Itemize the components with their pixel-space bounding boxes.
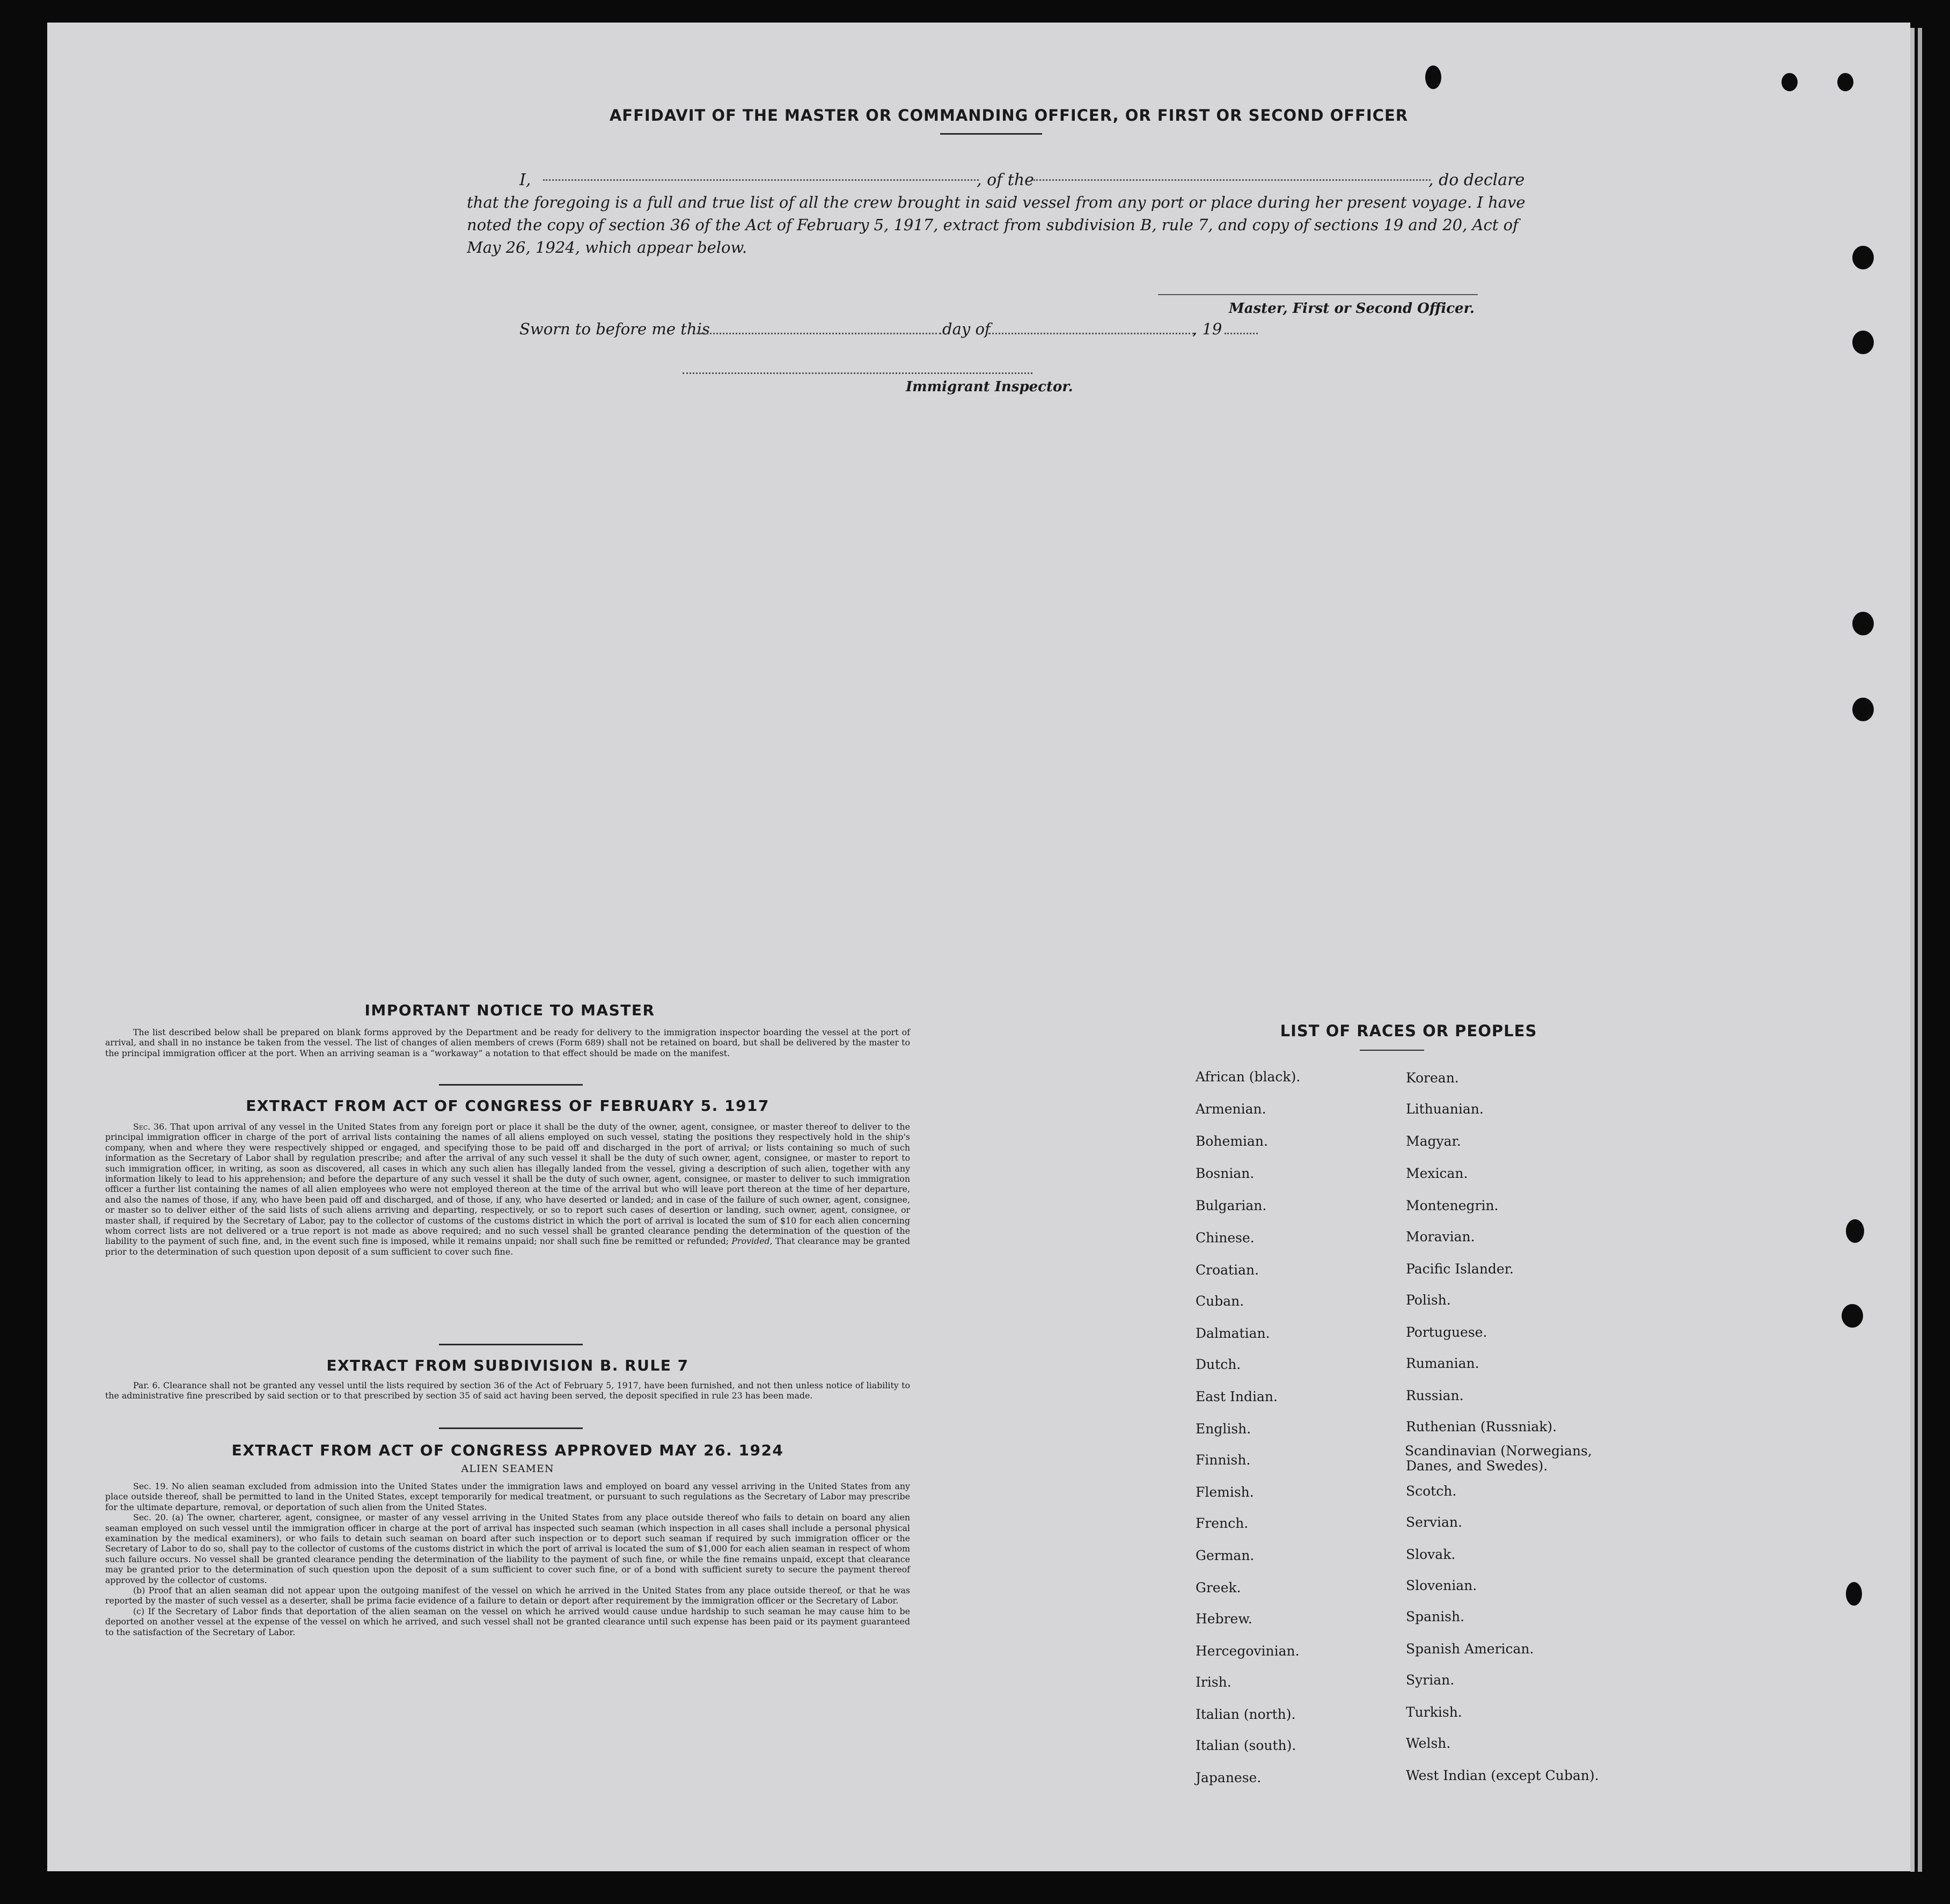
race-item: Korean. [1406,1070,1459,1086]
divider [439,1427,583,1429]
sec19-text: Sec. 19. No alien seaman excluded from admission into the United States under the immigration laws and employed on board any vessel arriving in the United States from any place outside thereof, shall be permitted to land in the United States, except temporarily for medical treatment, or pursuant to such regulations as the Secretary of Labor may prescribe for the ultimate departure, removal, or deportation of such alien from the United States. [105,1481,910,1512]
extract-1917-title: EXTRACT FROM ACT OF CONGRESS OF FEBRUARY 5. 1917 [246,1097,769,1115]
race-item: Montenegrin. [1406,1198,1499,1213]
race-item: Dalmatian. [1196,1326,1270,1341]
race-item: Italian (north). [1196,1707,1296,1722]
sec36-text: That upon arrival of any vessel in the United States from any foreign port or place it shall be the duty of the owner, agent, consignee, or master thereof to deliver to the principal immigration officer in charge of the port of arrival lists containing the names of all aliens employed on such vessel, stating the positions they respectively hold in the ship's company, when and where they were respectively shipped or engaged, and specifying those to be paid off and discharged in the port of arrival; or lists containing so much of such information as the Secretary of Labor shall by regulation prescribe; and after the arrival of any such vessel it shall be the duty of such owner, agent, consignee, or master to report to such immigration officer, in writing, as soon as discovered, all cases in which any such alien has illegally landed from the vessel, giving a description of such alien, together with any information likely to lead to his apprehension; and before the departure of any such vessel it shall be the duty of such owner, agent, consignee, or master to deliver to such immigration officer a further list containing the names of all alien employees who were not employed thereon at the time of the arrival but who will leave port thereon at the time of her departure, and also the names of those, if any, who have been paid off and discharged, and of those, if any, who have deserted or landed; and in case of the failure of such owner, agent, consignee, or master so to deliver either of the said lists of such aliens arriving and departing, respectively, or so to report such cases of desertion or landing, such owner, agent, consignee, or master shall, if required by the Secretary of Labor, pay to the collector of customs of the customs district in which the port of arrival is located the sum of $10 for each alien concerning whom correct lists are not delivered or a true report is not made as above required; and no such vessel shall be granted clearance pending the determination of the question of the liability to the payment of such fine, and, in the event such fine is imposed, while it remains unpaid; nor shall such fine be remitted or refunded; [105,1122,910,1247]
sworn-day-line[interactable] [697,333,941,334]
notice-body [105,1027,910,1058]
punch-hole [1852,331,1874,354]
race-item: West Indian (except Cuban). [1406,1768,1599,1783]
affidavit-i: I, [519,171,531,189]
race-item: Moravian. [1406,1229,1475,1244]
punch-hole [1837,73,1853,91]
extract-1924-body [105,1481,910,1637]
race-item: French. [1196,1515,1249,1531]
race-item: Spanish American. [1406,1641,1534,1657]
affidavit-title: AFFIDAVIT OF THE MASTER OR COMMANDING OFFICER, OR FIRST OR SECOND OFFICER [609,106,1409,125]
race-item: Bohemian. [1196,1133,1268,1149]
extract-1924-title: EXTRACT FROM ACT OF CONGRESS APPROVED MAY 26. 1924 [231,1441,784,1459]
punch-hole [1846,1219,1864,1243]
divider [439,1084,583,1086]
race-item: Polish. [1406,1292,1451,1308]
notice-title: IMPORTANT NOTICE TO MASTER [364,1001,655,1019]
vessel-line[interactable] [1033,179,1431,181]
divider [439,1344,583,1345]
notice-text: The list described below shall be prepared on blank forms approved by the Department and be ready for delivery to the immigration inspector boarding the vessel at the port of arrival, and shall in no instance be taken from the vessel. The list of changes of alien members of crews (Form 689) shall not be retained on board, but shall be delivered by the master to the principal immigration officer at the port. When an arriving seaman is a “workaway” a notation to that effect should be made on the manifest. [105,1027,910,1058]
race-item: Hebrew. [1196,1611,1252,1627]
name-line[interactable] [543,179,979,181]
punch-hole [1842,1304,1863,1328]
day-of-text: day of [942,320,991,338]
race-item: Irish. [1196,1674,1231,1690]
race-item: Croatian. [1196,1262,1259,1278]
punch-hole [1782,73,1798,91]
rule7-title: EXTRACT FROM SUBDIVISION B. RULE 7 [326,1357,689,1374]
inspector-signature-line[interactable] [683,372,1032,374]
race-item: Flemish. [1196,1484,1254,1500]
affidavit-line: that the foregoing is a full and true list of all the crew brought in said vessel from any port or place during her present voyage. I have [467,193,1526,211]
race-item: Russian. [1406,1388,1464,1403]
race-item: Magyar. [1406,1133,1461,1149]
race-item: English. [1196,1421,1251,1437]
race-item: Rumanian. [1406,1356,1479,1371]
race-item: Bulgarian. [1196,1198,1267,1213]
race-item: Finnish. [1196,1452,1251,1468]
page-edge [1918,28,1922,1872]
divider [940,133,1042,135]
race-item: Turkish. [1406,1704,1462,1720]
rule7-body [105,1380,910,1401]
divider [1360,1050,1424,1051]
master-signature-line[interactable] [1158,294,1478,295]
race-item: Pacific Islander. [1406,1261,1514,1277]
sworn-month-line[interactable] [988,333,1194,334]
race-item: Greek. [1196,1580,1241,1595]
race-item: Italian (south). [1196,1738,1296,1753]
affidavit-line: noted the copy of section 36 of the Act of February 5, 1917, extract from subdivision B, rule 7, and copy of sections 19 and 20, Act of [467,216,1519,234]
race-item: German. [1196,1548,1255,1563]
race-item: Cuban. [1196,1293,1244,1309]
race-item: Portuguese. [1406,1324,1487,1340]
sworn-text: Sworn to before me this [519,320,710,338]
race-item: Ruthenian (Russniak). [1406,1419,1557,1434]
race-item: Scotch. [1406,1483,1457,1499]
punch-hole [1852,612,1874,635]
race-item: Spanish. [1406,1609,1465,1624]
master-label: Master, First or Second Officer. [1229,301,1475,317]
race-item: Scandinavian (Norwegians, Danes, and Swedes). [1405,1443,1592,1474]
race-item: Syrian. [1406,1672,1455,1688]
affidavit-of-the: , of the [977,171,1034,189]
races-title: LIST OF RACES OR PEOPLES [1280,1022,1537,1040]
affidavit-line: May 26, 1924, which appear below. [467,238,747,257]
punch-hole [1425,65,1441,89]
alien-seamen-subtitle: ALIEN SEAMEN [461,1463,554,1475]
race-item: Slovak. [1406,1547,1456,1562]
inspector-label: Immigrant Inspector. [906,379,1073,395]
race-item: Chinese. [1196,1230,1255,1246]
race-item: Mexican. [1406,1166,1468,1181]
race-item: African (black). [1196,1069,1301,1085]
race-item: East Indian. [1196,1389,1278,1404]
race-item: Hercegovinian. [1196,1643,1300,1659]
sec20b-text: (b) Proof that an alien seaman did not appear upon the outgoing manifest of the vessel on which he arrived in the United States from any place outside thereof, or that he was reported by the master of such vessel as a deserter, shall be prima facie evidence of a failure to detain or deport after requirement by the immigration officer or the Secretary of Labor. [105,1585,910,1606]
sec20c-text: (c) If the Secretary of Labor finds that deportation of the alien seaman on the vessel on which he arrived would cause undue hardship to such seaman he may cause him to be deported on another vessel at the expense of the vessel on which he arrived, and such vessel shall not be granted clearance until such expense has been paid or its payment guaranteed to the satisfaction of the Secretary of Labor. [105,1606,910,1637]
punch-hole [1852,246,1874,269]
race-item: Servian. [1406,1514,1462,1530]
race-item: Welsh. [1406,1735,1451,1751]
race-item: Dutch. [1196,1357,1241,1372]
punch-hole [1852,698,1874,721]
race-item: Armenian. [1196,1101,1266,1117]
year-line[interactable] [1225,333,1258,334]
page-edge [1910,28,1915,1872]
race-item: Japanese. [1196,1770,1262,1785]
sec36-label: Sec. 36. [133,1122,167,1132]
proviso-text: That clearance may be granted prior to the determination of such question upon deposit of a sum sufficient to cover such fine. [105,1236,910,1257]
sec20a-text: Sec. 20. (a) The owner, charterer, agent, consignee, or master of any vessel arriving in the United States from any place outside thereof who fails to detain on board any alien seaman employed on such vessel until the immigration officer in charge at the port of arrival has inspected such seaman (which inspection in all cases shall include a personal physical examination by the medical examiners), or who fails to detain such seaman on board after such inspection or to deport such seaman if required by such immigration officer or the Secretary of Labor to do so, shall pay to the collector of customs of the customs district in which the port of arrival is located the sum of $1,000 for each alien seaman in respect of whom such failure occurs. No vessel shall be granted clearance pending the determination of the liability to the payment of such fine, or while the fine remains unpaid, except that clearance may be granted prior to the determination of such question upon the deposit of a sum sufficient to cover such fine, or of a bond with sufficient surety to secure the payment thereof approved by the collector of customs. [105,1512,910,1585]
punch-hole [1846,1582,1862,1606]
race-item: Slovenian. [1406,1578,1477,1593]
proviso-label: Provided, [731,1236,773,1247]
race-item: Lithuanian. [1406,1101,1484,1117]
extract-1917-body [105,1122,910,1257]
rule7-text: Par. 6. Clearance shall not be granted any vessel until the lists required by section 36 of the Act of February 5, 1917, have been furnished, and not then unless notice of liability to the administrative fine prescribed by said section or to that prescribed by section 35 of said act having been served, the deposit specified in rule 23 has been made. [105,1380,910,1401]
race-item: Bosnian. [1196,1166,1255,1181]
affidavit-do-declare: , do declare [1428,171,1525,189]
year-prefix: , 19 [1192,320,1222,338]
